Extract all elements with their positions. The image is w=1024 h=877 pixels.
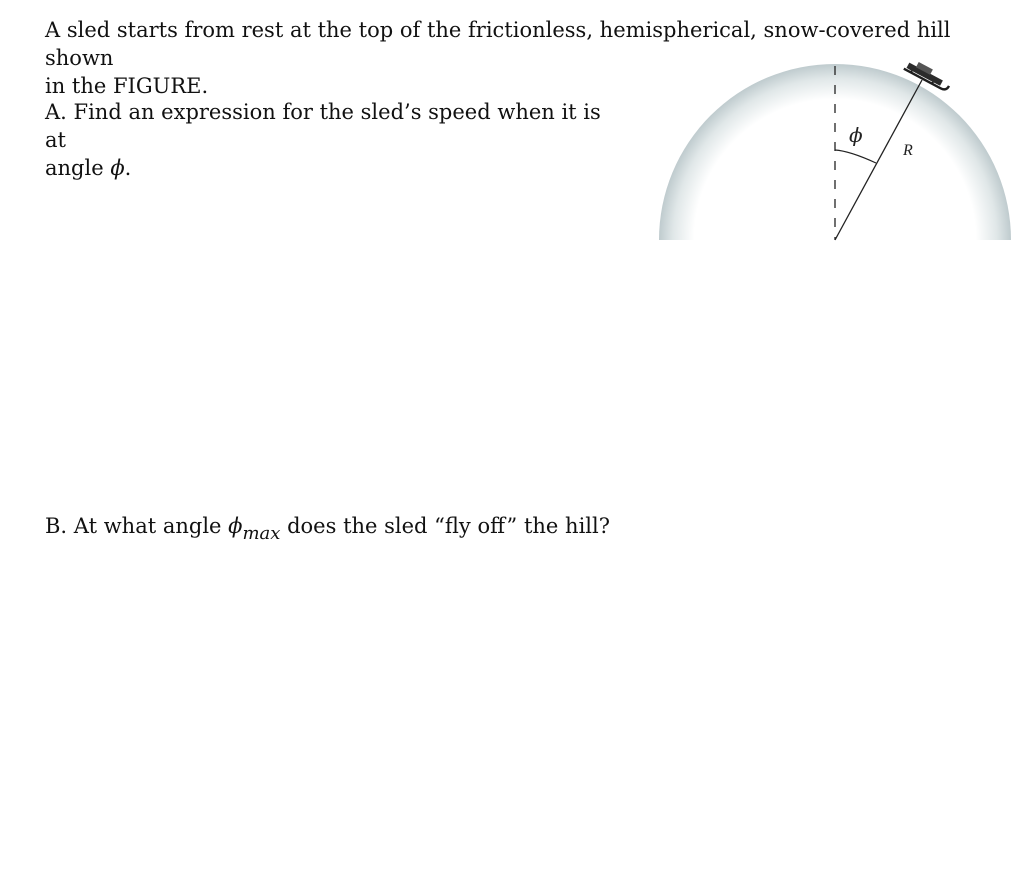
part-b-suffix: does the sled “fly off” the hill?	[280, 514, 610, 538]
phi-max-symbol: ϕ	[228, 514, 243, 538]
question-part-a	[45, 98, 605, 182]
question-part-b	[45, 512, 745, 542]
phi-symbol: ϕ	[110, 156, 125, 180]
part-b-prefix: B. At what angle	[45, 514, 229, 538]
radius-label: R	[903, 142, 913, 159]
part-a-line-2-suffix: .	[124, 156, 132, 180]
intro-line-2: in the FIGURE.	[45, 74, 209, 98]
phi-max-subscript: max	[242, 523, 281, 544]
hill-figure	[650, 58, 1020, 248]
intro-line-1: A sled starts from rest at the top of the frictionless, hemispherical, snow-covered hill shown	[45, 18, 951, 70]
part-a-line-1: A. Find an expression for the sled’s speed when it is at	[45, 100, 601, 152]
part-a-line-2-prefix: angle	[45, 156, 111, 180]
angle-label: ϕ	[849, 123, 863, 147]
